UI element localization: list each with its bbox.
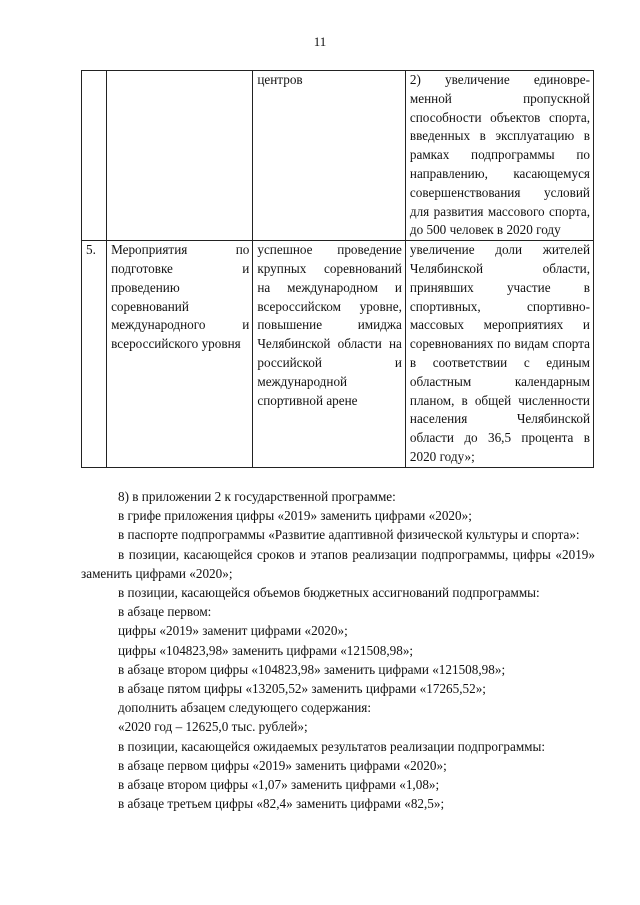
paragraph: цифры «2019» заменит цифрами «2020»; [118, 623, 348, 639]
amendment-text [81, 487, 595, 813]
paragraph: в паспорте подпрограммы «Развитие адаптивной физической культуры и спорта»: [118, 527, 580, 543]
page-number: 11 [313, 34, 327, 49]
program-table [81, 70, 594, 468]
paragraph: в грифе приложения цифры «2019» заменить цифрами «2020»; [118, 508, 472, 524]
table-cell-number: 5. [82, 241, 107, 468]
paragraph: цифры «104823,98» заменить цифрами «121508,98»; [118, 642, 414, 658]
paragraph: в абзаце третьем цифры «82,4» заменить цифрами «82,5»; [118, 796, 445, 812]
paragraph: в абзаце втором цифры «104823,98» заменить цифрами «121508,98»; [118, 661, 506, 677]
table-cell-name [107, 71, 253, 241]
paragraph: в позиции, касающейся ожидаемых результатов реализации подпрограммы: [118, 738, 546, 754]
paragraph: в абзаце первом: [118, 604, 212, 620]
paragraph: в абзаце втором цифры «1,07» заменить цифрами «1,08»; [118, 777, 440, 793]
table-cell-result: увеличение доли жителей Челябинской области, принявших участие в спортивных, спортивно-массовых мероприятиях и соревнованиях по видам спорта в соответствии с единым областным календарным планом, в общей численности населения Челябинской области до 36,5 процента в 2020 году»; [405, 241, 593, 468]
table-cell-task: центров [253, 71, 406, 241]
table-cell-result: 2) увеличение единовре-менной пропускной способности объектов спорта, введенных в эксплуатацию в рамках подпрограммы по направлению, касающемуся совершенствования условий для развития массового спорта, до 500 человек в 2020 году [405, 71, 593, 241]
paragraph: дополнить абзацем следующего содержания: [118, 700, 372, 716]
table-cell-number [82, 71, 107, 241]
paragraph: «2020 год – 12625,0 тыс. рублей»; [118, 719, 308, 735]
table-cell-name: Мероприятия по подготовке и проведению соревнований международного и всероссийского уровня [107, 241, 253, 468]
table-cell-task: успешное проведение крупных соревнований на международном и всероссийском уровне, повышение имиджа Челябинской области на российской и международной спортивной арене [253, 241, 406, 468]
paragraph: 8) в приложении 2 к государственной программе: [118, 489, 396, 504]
table-row [82, 71, 594, 241]
paragraph: в позиции, касающейся объемов бюджетных ассигнований подпрограммы: [118, 585, 540, 601]
paragraph: в абзаце первом цифры «2019» заменить цифрами «2020»; [118, 757, 447, 773]
paragraph: в позиции, касающейся сроков и этапов реализации подпрограммы, цифры «2019» заменить цифрами «2020»; [81, 546, 595, 581]
table-row [82, 241, 594, 468]
paragraph: в абзаце пятом цифры «13205,52» заменить цифрами «17265,52»; [118, 681, 486, 697]
